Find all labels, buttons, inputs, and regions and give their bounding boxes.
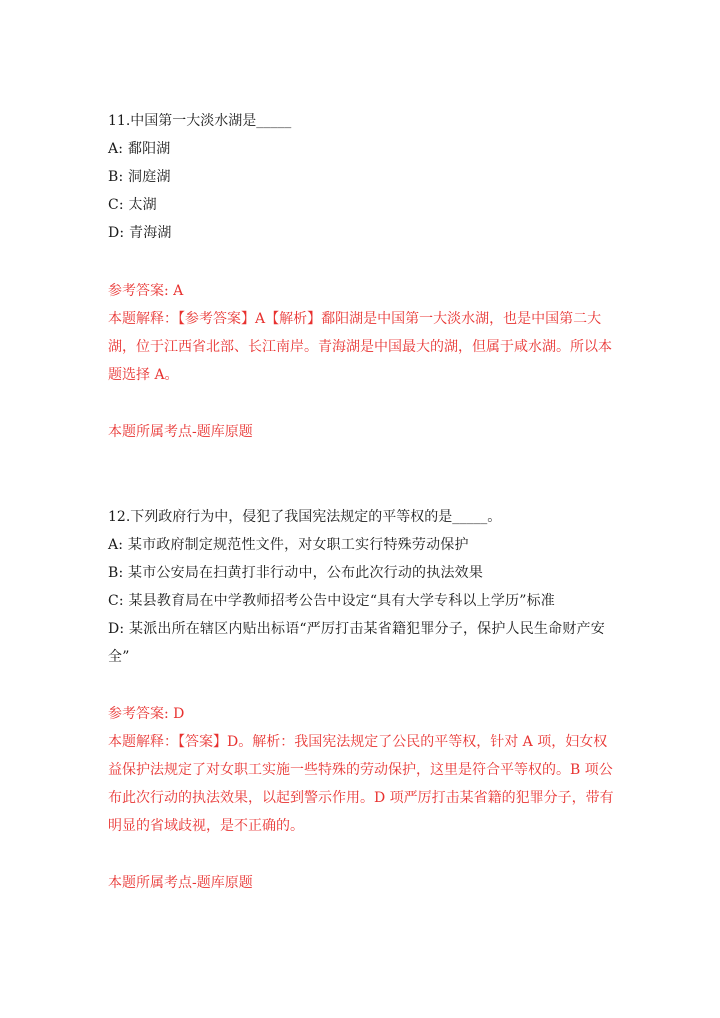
question-12-option-b: B: 某市公安局在扫黄打非行动中，公布此次行动的执法效果 — [108, 565, 484, 581]
question-12-option-c: C: 某县教育局在中学教师招考公告中设定“具有大学专科以上学历”标准 — [108, 593, 555, 609]
question-11-answer: 参考答案: A — [108, 283, 184, 299]
question-11-option-d: D: 青海湖 — [108, 225, 172, 241]
question-11-option-c: C: 太湖 — [108, 197, 157, 213]
question-12-option-a: A: 某市政府制定规范性文件，对女职工实行特殊劳动保护 — [108, 537, 469, 553]
question-12-category: 本题所属考点-题库原题 — [108, 875, 253, 891]
question-11-block — [108, 107, 618, 247]
question-12-answer: 参考答案: D — [108, 706, 185, 722]
question-12-option-d: D: 某派出所在辖区内贴出标语“严厉打击某省籍犯罪分子，保护人民生命财产安全” — [108, 621, 605, 665]
question-11-category: 本题所属考点-题库原题 — [108, 424, 253, 440]
question-11-explanation: 本题解释：【参考答案】A【解析】鄱阳湖是中国第一大淡水湖，也是中国第二大湖，位于江西省北部、长江南岸。青海湖是中国最大的湖，但属于咸水湖。所以本题选择 A。 — [108, 311, 612, 383]
question-11-text: 11.中国第一大淡水湖是_____ — [108, 113, 292, 129]
question-12-explanation: 本题解释：【答案】D。解析：我国宪法规定了公民的平等权，针对 A 项，妇女权益保护法规定了对女职工实施一些特殊的劳动保护，这里是符合平等权的。B 项公布此次行动的执法效果，以起到警示作用。D 项严厉打击某省籍的犯罪分子，带有明显的省域歧视，是不正确的。 — [108, 734, 614, 834]
question-12-block — [108, 503, 618, 671]
question-11-option-b: B: 洞庭湖 — [108, 169, 171, 185]
question-11-option-a: A: 鄱阳湖 — [108, 141, 171, 157]
question-12-text: 12.下列政府行为中，侵犯了我国宪法规定的平等权的是_____。 — [108, 509, 502, 525]
